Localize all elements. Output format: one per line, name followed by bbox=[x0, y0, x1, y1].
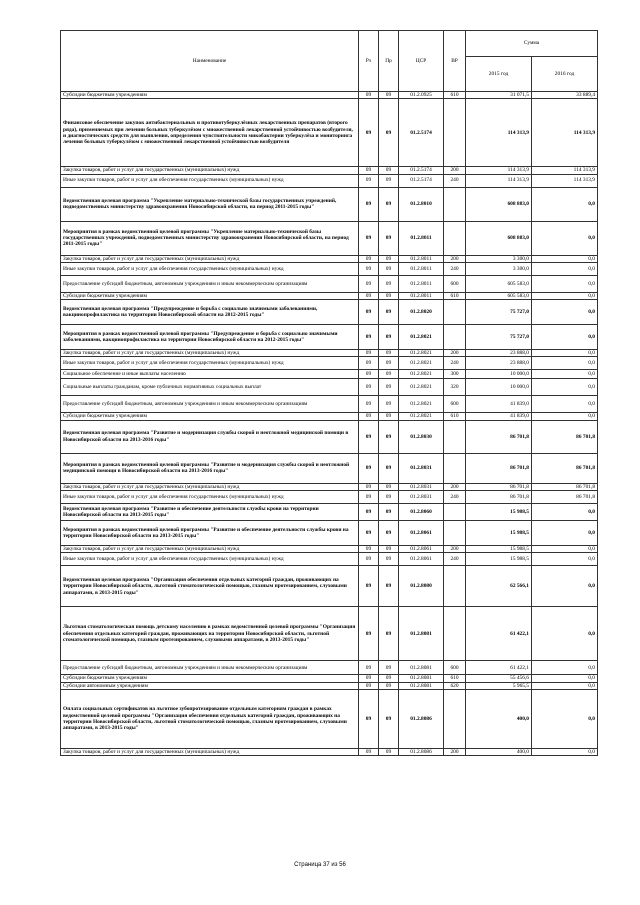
row-rz: 09 bbox=[359, 292, 379, 299]
row-sum-2015: 15 988,5 bbox=[466, 521, 532, 546]
row-sum-2016: 0,0 bbox=[532, 262, 598, 275]
row-name: Субсидии бюджетным учреждениям bbox=[61, 292, 359, 299]
table-row bbox=[61, 167, 598, 174]
table-row bbox=[61, 99, 598, 167]
row-csr: 01.2.5174 bbox=[399, 99, 444, 167]
row-sum-2015: 61 422,1 bbox=[466, 661, 532, 675]
row-sum-2016: 0,0 bbox=[532, 748, 598, 755]
row-name: Ведомственная целевая программа "Развитие и модернизация службы скорой и неотложной медицинской помощи в Новосибирской области на 2013-2016 годы" bbox=[61, 420, 359, 453]
row-csr: 01.2.8081 bbox=[399, 607, 444, 661]
table-row bbox=[61, 521, 598, 546]
row-vr bbox=[444, 221, 466, 255]
row-name: Иные закупки товаров, работ и услуг для обеспечения государственных (муниципальных) нужд bbox=[61, 174, 359, 187]
row-rz: 09 bbox=[359, 546, 379, 553]
row-csr: 01.2.8021 bbox=[399, 413, 444, 420]
row-sum-2016: 0,0 bbox=[532, 689, 598, 748]
row-sum-2015: 605 583,0 bbox=[466, 292, 532, 299]
table-row bbox=[61, 504, 598, 521]
row-pr: 09 bbox=[379, 607, 399, 661]
row-name: Закупка товаров, работ и услуг для государственных (муниципальных) нужд bbox=[61, 546, 359, 553]
row-csr: 01.2.8020 bbox=[399, 300, 444, 325]
row-name: Льготная стоматологическая помощь детскому населению в рамках ведомственной целевой программы "Организация обеспечения отдельных категорий граждан, проживающих на территории Новосибирской области, льготной стоматологической помощью, глазным протезированием, слуховыми аппаратами, в 2013-2015 годы" bbox=[61, 607, 359, 661]
row-rz: 09 bbox=[359, 483, 379, 490]
row-vr bbox=[444, 99, 466, 167]
row-rz: 09 bbox=[359, 661, 379, 675]
row-vr: 600 bbox=[444, 275, 466, 292]
row-sum-2015: 5 965,5 bbox=[466, 682, 532, 689]
row-sum-2016: 86 701,8 bbox=[532, 420, 598, 453]
row-rz: 09 bbox=[359, 396, 379, 413]
row-sum-2015: 86 701,8 bbox=[466, 483, 532, 490]
row-rz: 09 bbox=[359, 221, 379, 255]
row-rz: 09 bbox=[359, 275, 379, 292]
row-vr: 200 bbox=[444, 167, 466, 174]
row-vr: 200 bbox=[444, 748, 466, 755]
table-row bbox=[61, 255, 598, 262]
row-sum-2016: 0,0 bbox=[532, 325, 598, 350]
row-csr: 01.2.8021 bbox=[399, 350, 444, 357]
row-rz: 09 bbox=[359, 689, 379, 748]
row-rz: 09 bbox=[359, 255, 379, 262]
col-2015-header: 2015 год bbox=[466, 57, 532, 92]
row-sum-2016: 86 701,8 bbox=[532, 483, 598, 490]
row-name: Субсидии бюджетным учреждениям bbox=[61, 675, 359, 682]
table-row bbox=[61, 92, 598, 99]
row-rz: 09 bbox=[359, 566, 379, 607]
row-sum-2016: 0,0 bbox=[532, 521, 598, 546]
row-sum-2015: 10 000,0 bbox=[466, 379, 532, 396]
row-pr: 09 bbox=[379, 325, 399, 350]
row-rz: 09 bbox=[359, 379, 379, 396]
row-sum-2016: 0,0 bbox=[532, 187, 598, 221]
row-sum-2015: 75 727,0 bbox=[466, 300, 532, 325]
row-vr: 300 bbox=[444, 370, 466, 379]
row-sum-2015: 608 883,0 bbox=[466, 187, 532, 221]
row-csr: 01.2.8011 bbox=[399, 262, 444, 275]
budget-sheet bbox=[60, 30, 597, 756]
row-rz: 09 bbox=[359, 99, 379, 167]
row-name: Ведомственная целевая программа "Организация обеспечения отдельных категорий граждан, проживающих на территории Новосибирской области, льготной стоматологической помощью, глазным протезированием, слуховыми аппаратами, в 2013-2015 годы" bbox=[61, 566, 359, 607]
row-sum-2015: 75 727,0 bbox=[466, 325, 532, 350]
row-rz: 09 bbox=[359, 420, 379, 453]
row-csr: 01.2.8031 bbox=[399, 491, 444, 504]
table-row bbox=[61, 413, 598, 420]
row-pr: 09 bbox=[379, 682, 399, 689]
row-pr: 09 bbox=[379, 292, 399, 299]
row-csr: 01.2.5174 bbox=[399, 167, 444, 174]
table-row bbox=[61, 607, 598, 661]
row-csr: 01.2.8021 bbox=[399, 370, 444, 379]
row-csr: 01.2.8081 bbox=[399, 661, 444, 675]
row-sum-2015: 400,0 bbox=[466, 748, 532, 755]
row-csr: 01.2.8030 bbox=[399, 420, 444, 453]
row-sum-2015: 3 300,0 bbox=[466, 262, 532, 275]
page-number: Страница 37 из 56 bbox=[294, 862, 346, 868]
row-sum-2016: 0,0 bbox=[532, 300, 598, 325]
row-rz: 09 bbox=[359, 92, 379, 99]
row-rz: 09 bbox=[359, 553, 379, 566]
row-vr: 200 bbox=[444, 255, 466, 262]
row-sum-2016: 0,0 bbox=[532, 546, 598, 553]
row-pr: 09 bbox=[379, 661, 399, 675]
row-csr: 01.2.8081 bbox=[399, 675, 444, 682]
row-vr: 200 bbox=[444, 546, 466, 553]
row-vr: 620 bbox=[444, 682, 466, 689]
row-vr bbox=[444, 521, 466, 546]
row-vr bbox=[444, 187, 466, 221]
row-vr bbox=[444, 325, 466, 350]
table-row bbox=[61, 546, 598, 553]
col-csr-header: ЦСР bbox=[399, 31, 444, 92]
row-rz: 09 bbox=[359, 357, 379, 370]
col-sum-header: Сумма bbox=[466, 31, 598, 57]
row-vr: 240 bbox=[444, 357, 466, 370]
row-vr: 200 bbox=[444, 350, 466, 357]
row-vr bbox=[444, 566, 466, 607]
row-csr: 01.2.8021 bbox=[399, 396, 444, 413]
row-vr: 610 bbox=[444, 413, 466, 420]
table-row bbox=[61, 174, 598, 187]
table-row bbox=[61, 483, 598, 490]
table-row bbox=[61, 221, 598, 255]
row-rz: 09 bbox=[359, 350, 379, 357]
row-vr: 240 bbox=[444, 174, 466, 187]
row-csr: 01.2.8081 bbox=[399, 682, 444, 689]
row-csr: 01.2.8086 bbox=[399, 689, 444, 748]
row-sum-2015: 3 300,0 bbox=[466, 255, 532, 262]
row-csr: 01.2.8021 bbox=[399, 325, 444, 350]
row-name: Закупка товаров, работ и услуг для государственных (муниципальных) нужд bbox=[61, 350, 359, 357]
row-sum-2015: 400,0 bbox=[466, 689, 532, 748]
row-name: Закупка товаров, работ и услуг для государственных (муниципальных) нужд bbox=[61, 167, 359, 174]
row-pr: 09 bbox=[379, 99, 399, 167]
row-pr: 09 bbox=[379, 350, 399, 357]
table-row bbox=[61, 357, 598, 370]
row-sum-2015: 62 566,1 bbox=[466, 566, 532, 607]
row-pr: 09 bbox=[379, 546, 399, 553]
row-pr: 09 bbox=[379, 504, 399, 521]
table-row bbox=[61, 661, 598, 675]
row-pr: 09 bbox=[379, 420, 399, 453]
row-csr: 01.2.8011 bbox=[399, 275, 444, 292]
row-sum-2015: 86 701,8 bbox=[466, 453, 532, 483]
row-csr: 01.2.8086 bbox=[399, 748, 444, 755]
table-row bbox=[61, 300, 598, 325]
row-sum-2015: 15 988,5 bbox=[466, 553, 532, 566]
row-name: Закупка товаров, работ и услуг для государственных (муниципальных) нужд bbox=[61, 255, 359, 262]
row-vr bbox=[444, 453, 466, 483]
row-sum-2016: 0,0 bbox=[532, 566, 598, 607]
row-sum-2016: 114 313,9 bbox=[532, 174, 598, 187]
row-rz: 09 bbox=[359, 521, 379, 546]
row-rz: 09 bbox=[359, 413, 379, 420]
row-vr: 610 bbox=[444, 292, 466, 299]
row-pr: 09 bbox=[379, 521, 399, 546]
row-csr: 01.2.8060 bbox=[399, 504, 444, 521]
row-vr: 600 bbox=[444, 396, 466, 413]
table-row bbox=[61, 350, 598, 357]
table-row bbox=[61, 396, 598, 413]
row-pr: 09 bbox=[379, 262, 399, 275]
table-row bbox=[61, 491, 598, 504]
row-sum-2015: 114 313,9 bbox=[466, 99, 532, 167]
row-name: Ведомственная целевая программа "Развитие и обеспечение деятельности службы крови на территории Новосибирской области на 2013-2015 годы" bbox=[61, 504, 359, 521]
row-name: Социальное обеспечение и иные выплаты населению bbox=[61, 370, 359, 379]
row-pr: 09 bbox=[379, 396, 399, 413]
row-csr: 01.2.8061 bbox=[399, 521, 444, 546]
row-csr: 01.2.5174 bbox=[399, 174, 444, 187]
row-name: Мероприятия в рамках ведомственной целевой программы "Развитие и модернизация службы скорой и неотложной медицинской помощи в Новосибирской области на 2013-2016 годы" bbox=[61, 453, 359, 483]
row-csr: 01.2.8021 bbox=[399, 379, 444, 396]
row-name: Субсидии бюджетным учреждениям bbox=[61, 92, 359, 99]
row-pr: 09 bbox=[379, 92, 399, 99]
row-pr: 09 bbox=[379, 187, 399, 221]
row-csr: 01.2.8061 bbox=[399, 546, 444, 553]
row-pr: 09 bbox=[379, 689, 399, 748]
row-name: Закупка товаров, работ и услуг для государственных (муниципальных) нужд bbox=[61, 748, 359, 755]
table-row bbox=[61, 553, 598, 566]
table-row bbox=[61, 566, 598, 607]
row-name: Мероприятия в рамках ведомственной целевой программы "Укрепление материально-технической базы государственных учреждений, подведомственных министерству здравоохранения Новосибирской области, на период 2011-2015 годы" bbox=[61, 221, 359, 255]
row-rz: 09 bbox=[359, 300, 379, 325]
row-rz: 09 bbox=[359, 325, 379, 350]
row-vr: 240 bbox=[444, 262, 466, 275]
row-sum-2016: 114 313,9 bbox=[532, 167, 598, 174]
row-name: Предоставление субсидий бюджетным, автономным учреждениям и иным некоммерческим организациям bbox=[61, 396, 359, 413]
col-2016-header: 2016 год bbox=[532, 57, 598, 92]
row-csr: 01.2.8061 bbox=[399, 553, 444, 566]
row-sum-2015: 23 888,0 bbox=[466, 350, 532, 357]
table-row bbox=[61, 292, 598, 299]
table-row bbox=[61, 370, 598, 379]
row-name: Социальные выплаты гражданам, кроме публичных нормативных социальных выплат bbox=[61, 379, 359, 396]
row-name: Мероприятия в рамках ведомственной целевой программы "Предупреждение и борьба с социально значимыми заболеваниями, вакцинопрофилактика на территории Новосибирской области на 2012-2015 годы" bbox=[61, 325, 359, 350]
row-name: Предоставление субсидий бюджетным, автономным учреждениям и иным некоммерческим организациям bbox=[61, 661, 359, 675]
row-rz: 09 bbox=[359, 262, 379, 275]
row-sum-2016: 0,0 bbox=[532, 221, 598, 255]
table-row bbox=[61, 325, 598, 350]
row-vr: 240 bbox=[444, 491, 466, 504]
row-sum-2015: 86 701,8 bbox=[466, 420, 532, 453]
row-vr bbox=[444, 300, 466, 325]
row-sum-2016: 0,0 bbox=[532, 275, 598, 292]
row-csr: 01.2.8011 bbox=[399, 292, 444, 299]
table-row bbox=[61, 262, 598, 275]
table-body bbox=[61, 92, 598, 756]
row-name: Финансовое обеспечение закупок антибактериальных и противотуберкулёзных лекарственных препаратов (второго ряда), применяемых при лечении больных туберкулёзом с множественной лекарственной устойчивостью возбудителя, и диагностических средств для выявления, определения чувствительности микобактерии туберкулёза и мониторинга лечения больных туберкулёзом с множественной лекарственной устойчивостью возбудителя bbox=[61, 99, 359, 167]
table-row bbox=[61, 187, 598, 221]
table-row bbox=[61, 689, 598, 748]
row-pr: 09 bbox=[379, 413, 399, 420]
row-vr: 610 bbox=[444, 92, 466, 99]
row-sum-2016: 0,0 bbox=[532, 682, 598, 689]
row-csr: 01.2.8011 bbox=[399, 255, 444, 262]
row-sum-2016: 0,0 bbox=[532, 675, 598, 682]
row-sum-2015: 114 313,9 bbox=[466, 167, 532, 174]
row-csr: 01.2.8010 bbox=[399, 187, 444, 221]
row-sum-2016: 0,0 bbox=[532, 396, 598, 413]
col-rz-header: Рз bbox=[359, 31, 379, 92]
row-rz: 09 bbox=[359, 682, 379, 689]
row-sum-2016: 86 701,8 bbox=[532, 453, 598, 483]
row-name: Субсидии автономным учреждениям bbox=[61, 682, 359, 689]
row-name: Мероприятия в рамках ведомственной целевой программы "Развитие и обеспечение деятельности службы крови на территории Новосибирской области на 2013-2015 годы" bbox=[61, 521, 359, 546]
row-csr: 01.2.8031 bbox=[399, 483, 444, 490]
row-name: Субсидии бюджетным учреждениям bbox=[61, 413, 359, 420]
row-sum-2015: 86 701,8 bbox=[466, 491, 532, 504]
row-sum-2016: 0,0 bbox=[532, 661, 598, 675]
row-pr: 09 bbox=[379, 174, 399, 187]
row-pr: 09 bbox=[379, 491, 399, 504]
table-row bbox=[61, 420, 598, 453]
row-csr: 01.2.8031 bbox=[399, 453, 444, 483]
row-pr: 09 bbox=[379, 553, 399, 566]
row-sum-2016: 33 889,4 bbox=[532, 92, 598, 99]
row-sum-2015: 31 071,5 bbox=[466, 92, 532, 99]
row-vr bbox=[444, 504, 466, 521]
row-sum-2016: 0,0 bbox=[532, 350, 598, 357]
row-pr: 09 bbox=[379, 566, 399, 607]
row-sum-2015: 61 422,1 bbox=[466, 607, 532, 661]
row-pr: 09 bbox=[379, 675, 399, 682]
budget-table bbox=[60, 30, 598, 756]
row-pr: 09 bbox=[379, 453, 399, 483]
row-rz: 09 bbox=[359, 607, 379, 661]
row-name: Иные закупки товаров, работ и услуг для обеспечения государственных (муниципальных) нужд bbox=[61, 553, 359, 566]
row-sum-2015: 41 839,0 bbox=[466, 413, 532, 420]
row-pr: 09 bbox=[379, 275, 399, 292]
row-sum-2015: 605 583,0 bbox=[466, 275, 532, 292]
row-sum-2016: 0,0 bbox=[532, 607, 598, 661]
row-sum-2016: 0,0 bbox=[532, 255, 598, 262]
table-row bbox=[61, 682, 598, 689]
row-rz: 09 bbox=[359, 370, 379, 379]
row-pr: 09 bbox=[379, 221, 399, 255]
row-sum-2016: 0,0 bbox=[532, 413, 598, 420]
row-name: Иные закупки товаров, работ и услуг для обеспечения государственных (муниципальных) нужд bbox=[61, 357, 359, 370]
table-row bbox=[61, 748, 598, 755]
row-pr: 09 bbox=[379, 748, 399, 755]
row-rz: 09 bbox=[359, 748, 379, 755]
row-vr: 600 bbox=[444, 661, 466, 675]
table-row bbox=[61, 379, 598, 396]
row-sum-2015: 23 888,0 bbox=[466, 357, 532, 370]
row-pr: 09 bbox=[379, 357, 399, 370]
table-row bbox=[61, 275, 598, 292]
row-vr: 200 bbox=[444, 483, 466, 490]
row-name: Иные закупки товаров, работ и услуг для обеспечения государственных (муниципальных) нужд bbox=[61, 491, 359, 504]
row-sum-2015: 608 883,0 bbox=[466, 221, 532, 255]
row-name: Предоставление субсидий бюджетным, автономным учреждениям и иным некоммерческим организациям bbox=[61, 275, 359, 292]
row-vr bbox=[444, 607, 466, 661]
row-pr: 09 bbox=[379, 255, 399, 262]
table-row bbox=[61, 453, 598, 483]
row-name: Оплата социальных сертификатов на льготное зубопротезирование отдельным категориям граждан в рамках ведомственной целевой программы "Организация обеспечения отдельных категорий граждан, проживающих на территории Новосибирской области, льготной стоматологической помощью, глазным протезированием, слуховыми аппаратами, в 2013-2015 годы" bbox=[61, 689, 359, 748]
row-sum-2015: 15 988,5 bbox=[466, 546, 532, 553]
row-csr: 01.2.8080 bbox=[399, 566, 444, 607]
row-vr: 320 bbox=[444, 379, 466, 396]
row-name: Закупка товаров, работ и услуг для государственных (муниципальных) нужд bbox=[61, 483, 359, 490]
row-sum-2015: 15 988,5 bbox=[466, 504, 532, 521]
row-csr: 01.2.8011 bbox=[399, 221, 444, 255]
row-sum-2016: 0,0 bbox=[532, 379, 598, 396]
row-csr: 01.2.8021 bbox=[399, 357, 444, 370]
col-pr-header: Пр bbox=[379, 31, 399, 92]
row-sum-2016: 0,0 bbox=[532, 553, 598, 566]
row-sum-2015: 55 456,6 bbox=[466, 675, 532, 682]
row-name: Ведомственная целевая программа "Предупреждение и борьба с социально значимыми заболеваниями, вакцинопрофилактика на территории Новосибирской области на 2012-2015 годы" bbox=[61, 300, 359, 325]
row-sum-2015: 10 000,0 bbox=[466, 370, 532, 379]
row-pr: 09 bbox=[379, 167, 399, 174]
row-sum-2015: 114 313,9 bbox=[466, 174, 532, 187]
row-pr: 09 bbox=[379, 300, 399, 325]
row-vr bbox=[444, 689, 466, 748]
row-sum-2016: 114 313,9 bbox=[532, 99, 598, 167]
row-rz: 09 bbox=[359, 491, 379, 504]
row-pr: 09 bbox=[379, 483, 399, 490]
col-vr-header: ВР bbox=[444, 31, 466, 92]
row-vr bbox=[444, 420, 466, 453]
row-pr: 09 bbox=[379, 379, 399, 396]
row-sum-2016: 0,0 bbox=[532, 292, 598, 299]
row-sum-2016: 0,0 bbox=[532, 504, 598, 521]
row-sum-2016: 0,0 bbox=[532, 370, 598, 379]
row-rz: 09 bbox=[359, 174, 379, 187]
row-sum-2016: 0,0 bbox=[532, 357, 598, 370]
row-name: Иные закупки товаров, работ и услуг для обеспечения государственных (муниципальных) нужд bbox=[61, 262, 359, 275]
row-pr: 09 bbox=[379, 370, 399, 379]
col-name-header: Наименование bbox=[61, 31, 359, 92]
row-vr: 240 bbox=[444, 553, 466, 566]
row-rz: 09 bbox=[359, 453, 379, 483]
row-rz: 09 bbox=[359, 167, 379, 174]
row-rz: 09 bbox=[359, 675, 379, 682]
row-vr: 610 bbox=[444, 675, 466, 682]
row-name: Ведомственная целевая программа "Укрепление материально-технической базы государственных учреждений, подведомственных министерству здравоохранения Новосибирской области, на период 2011-2015 годы" bbox=[61, 187, 359, 221]
row-rz: 09 bbox=[359, 504, 379, 521]
row-sum-2016: 86 701,8 bbox=[532, 491, 598, 504]
table-row bbox=[61, 675, 598, 682]
row-sum-2015: 41 839,0 bbox=[466, 396, 532, 413]
row-csr: 01.2.0925 bbox=[399, 92, 444, 99]
row-rz: 09 bbox=[359, 187, 379, 221]
